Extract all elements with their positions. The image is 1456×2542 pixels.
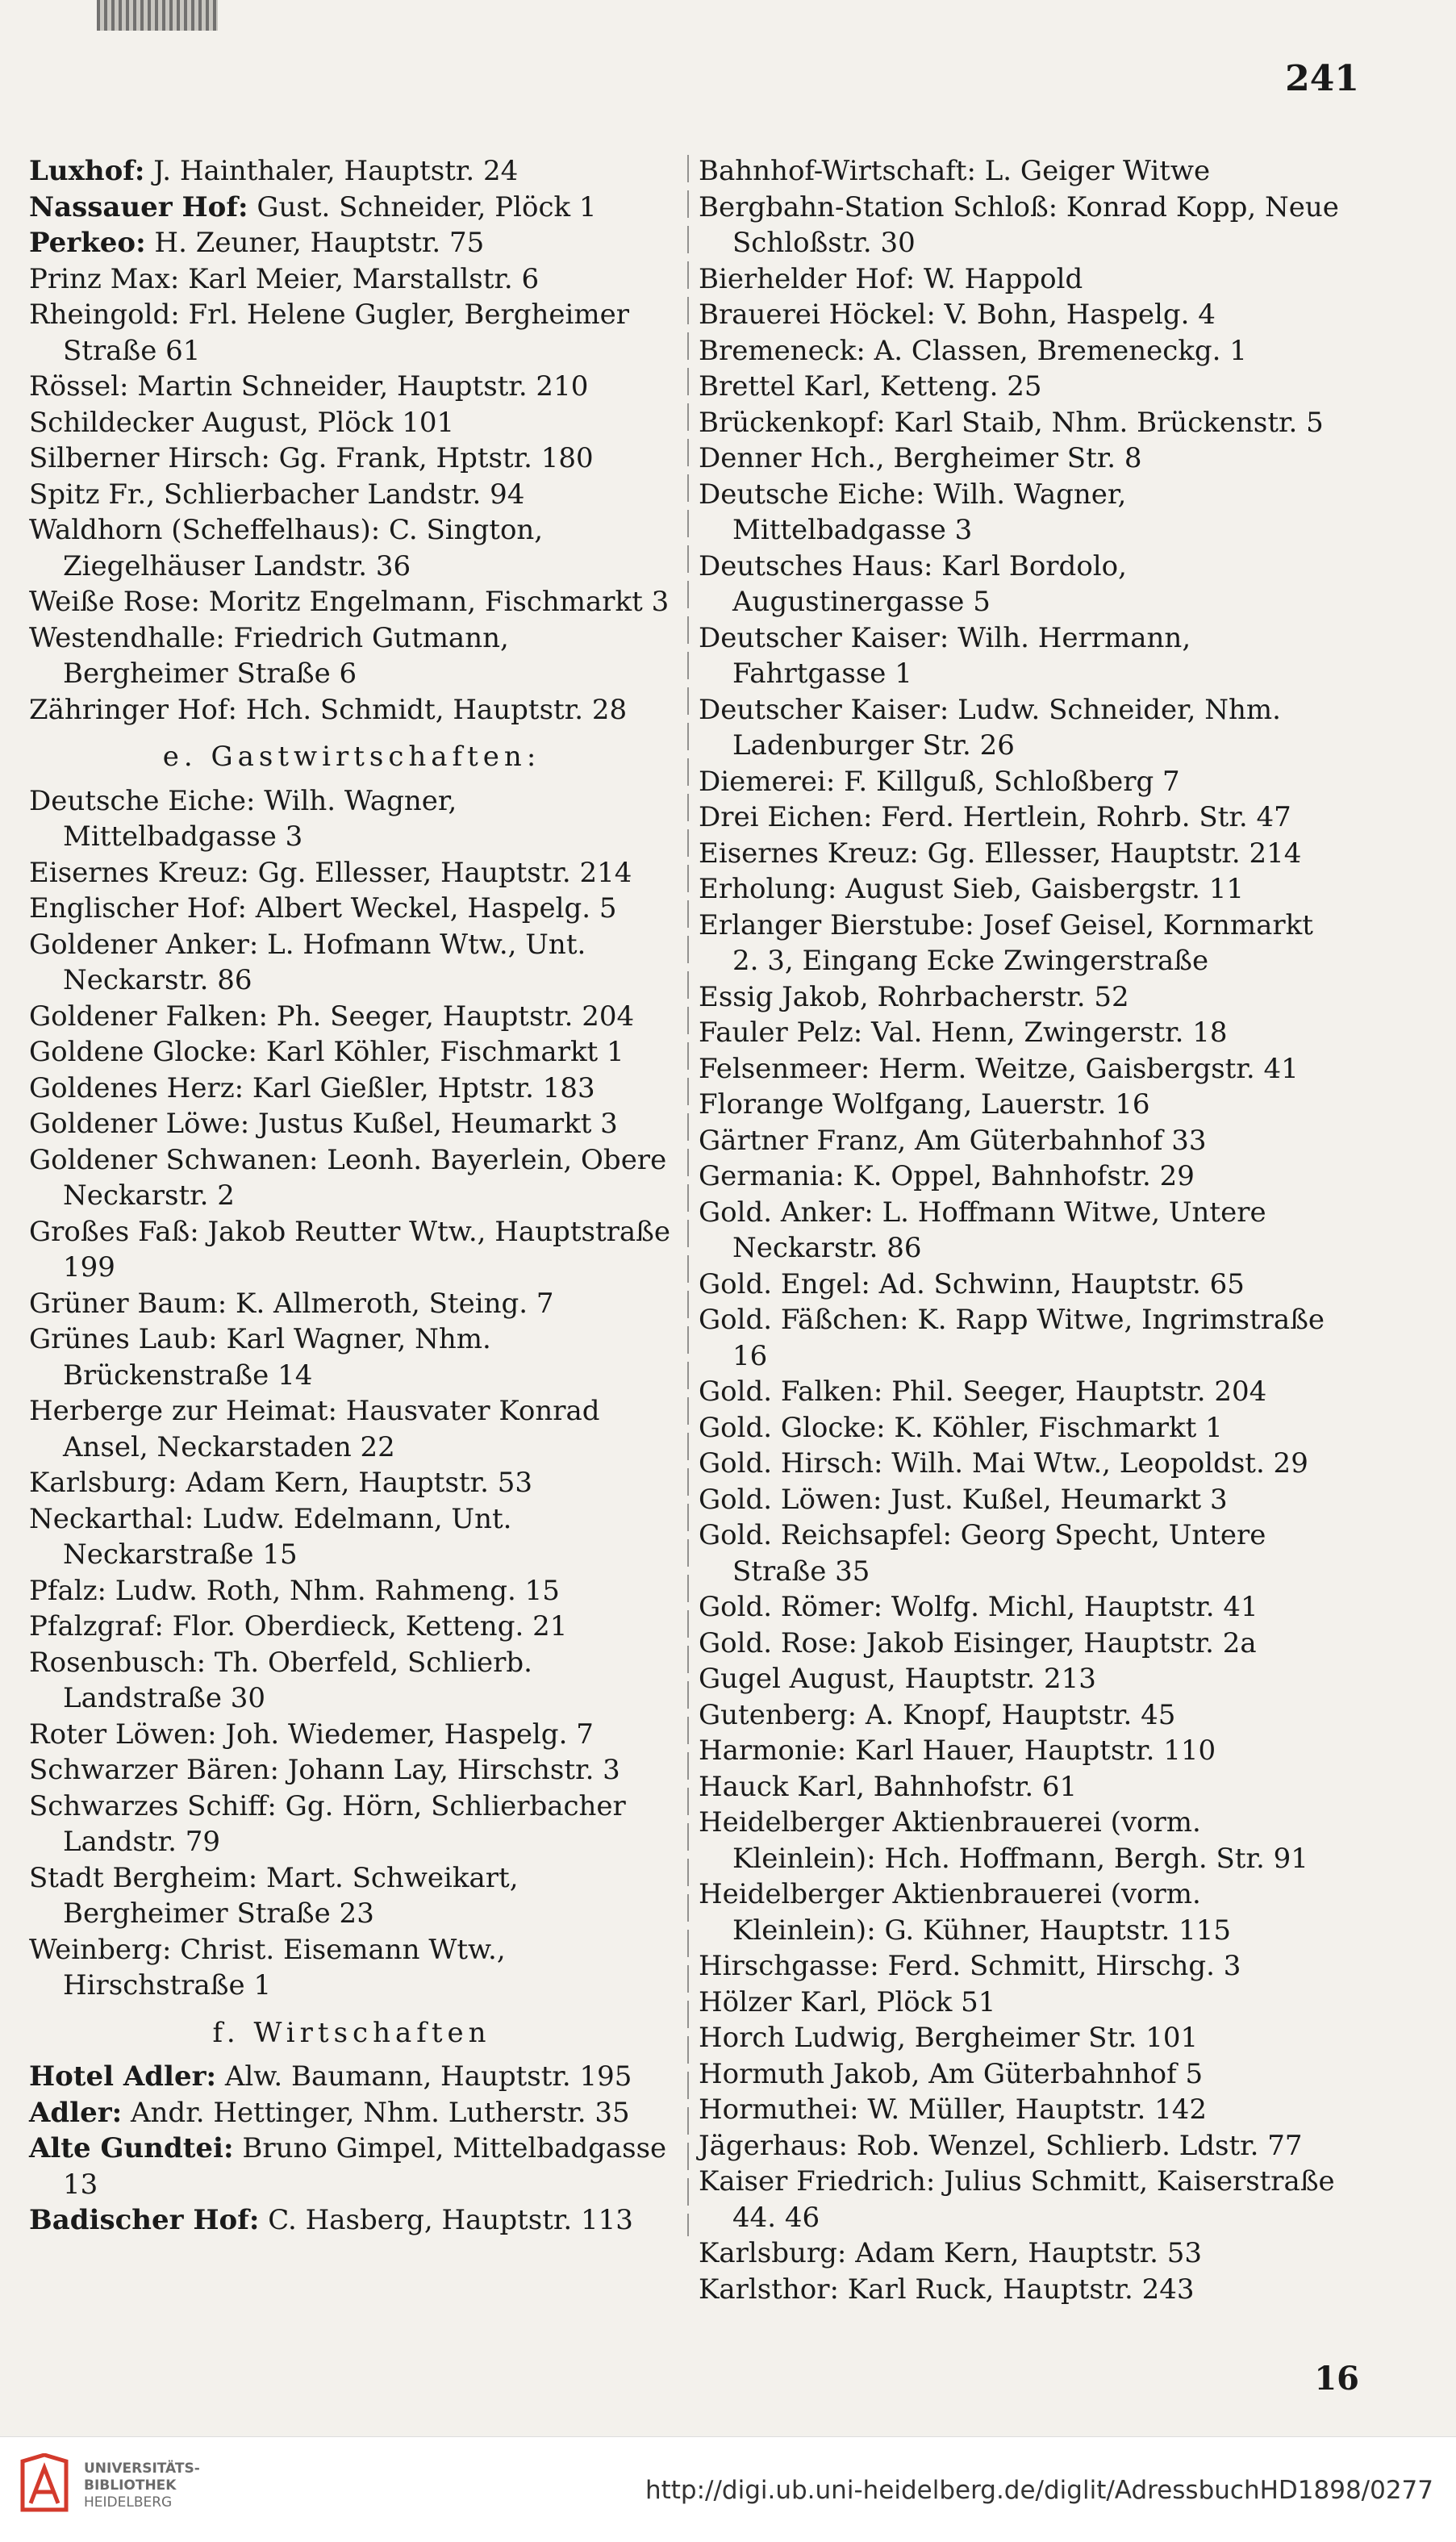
directory-entry: [29, 2059, 674, 2095]
directory-entry: [29, 369, 674, 405]
directory-entry: Grüner Baum: K. Allmeroth, Steing. 7: [29, 1287, 554, 1320]
directory-entry: [29, 512, 674, 584]
directory-entry: Bahnhof-Wirtschaft: L. Geiger Witwe: [699, 155, 1211, 187]
directory-entry: Gold. Löwen: Just. Kußel, Heumarkt 3: [699, 1483, 1228, 1516]
directory-entry: Stadt Bergheim: Mart. Schweikart, Bergheimer Straße 23: [29, 1861, 519, 1930]
directory-entry: Englischer Hof: Albert Weckel, Haspelg. 5: [29, 892, 617, 925]
directory-entry: [29, 584, 674, 620]
entry-details: Spitz Fr., Schlierbacher Landstr. 94: [29, 478, 525, 511]
directory-entry: Brückenkopf: Karl Staib, Nhm. Brückenstr. 5: [699, 406, 1324, 439]
directory-entry: Rosenbusch: Th. Oberfeld, Schlierb. Landstraße 30: [29, 1646, 532, 1714]
directory-entry: Erlanger Bierstube: Josef Geisel, Kornmarkt 2. 3, Eingang Ecke Zwingerstraße: [699, 908, 1313, 977]
entry-details: Gust. Schneider, Plöck 1: [248, 190, 597, 223]
directory-entry: Gold. Fäßchen: K. Rapp Witwe, Ingrimstraße 16: [699, 1304, 1325, 1372]
directory-entry: [29, 620, 674, 692]
directory-entry: Deutscher Kaiser: Wilh. Herrmann, Fahrtgasse 1: [699, 621, 1191, 690]
directory-entry: Deutscher Kaiser: Ludw. Schneider, Nhm. Ladenburger Str. 26: [699, 693, 1281, 762]
section-f-entries: [29, 2059, 674, 2239]
directory-entry: Pfalz: Ludw. Roth, Nhm. Rahmeng. 15: [29, 1574, 560, 1607]
directory-entry: Goldener Schwanen: Leonh. Bayerlein, Obere Neckarstr. 2: [29, 1143, 667, 1212]
left-column: [29, 153, 674, 2239]
directory-entry: Bergbahn-Station Schloß: Konrad Kopp, Neue Schloßstr. 30: [699, 190, 1339, 259]
directory-entry: Gold. Falken: Phil. Seeger, Hauptstr. 204: [699, 1375, 1267, 1408]
page-number: 241: [1285, 58, 1359, 99]
directory-entry: [29, 2202, 674, 2239]
directory-entry: Karlsburg: Adam Kern, Hauptstr. 53: [699, 2237, 1202, 2269]
entry-details: Silberner Hirsch: Gg. Frank, Hptstr. 180: [29, 442, 594, 474]
directory-entry: [29, 225, 674, 261]
footer-bar: [0, 2436, 1456, 2542]
right-column: [699, 153, 1344, 2307]
directory-entry: Goldenes Herz: Karl Gießler, Hptstr. 183: [29, 1071, 595, 1104]
directory-entry: Deutsche Eiche: Wilh. Wagner, Mittelbadgasse 3: [29, 784, 457, 853]
directory-entry: Roter Löwen: Joh. Wiedemer, Haspelg. 7: [29, 1718, 594, 1751]
directory-entry: Gold. Reichsapfel: Georg Specht, Untere Straße 35: [699, 1519, 1266, 1588]
directory-entry: Gutenberg: A. Knopf, Hauptstr. 45: [699, 1698, 1176, 1731]
directory-entry: Goldene Glocke: Karl Köhler, Fischmarkt 1: [29, 1036, 624, 1068]
directory-entry: Heidelberger Aktienbrauerei (vorm. Kleinlein): Hch. Hoffmann, Bergh. Str. 91: [699, 1806, 1308, 1875]
entry-details: Rössel: Martin Schneider, Hauptstr. 210: [29, 370, 589, 403]
entry-details: Alw. Baumann, Hauptstr. 195: [216, 2060, 632, 2093]
directory-entry: Gold. Hirsch: Wilh. Mai Wtw., Leopoldst. 29: [699, 1447, 1308, 1480]
logo-line: UNIVERSITÄTS-: [84, 2460, 200, 2477]
directory-entry: Bremeneck: A. Classen, Bremeneckg. 1: [699, 334, 1247, 367]
directory-entry: Gold. Rose: Jakob Eisinger, Hauptstr. 2a: [699, 1626, 1257, 1659]
directory-entry: Deutsches Haus: Karl Bordolo, Augustinergasse 5: [699, 549, 1127, 618]
column-divider: [687, 155, 689, 2236]
directory-entry: Schwarzes Schiff: Gg. Hörn, Schlierbacher Landstr. 79: [29, 1789, 626, 1858]
entry-name: Adler:: [29, 2096, 123, 2129]
directory-entry: Gärtner Franz, Am Güterbahnhof 33: [699, 1124, 1207, 1157]
entry-details: H. Zeuner, Hauptstr. 75: [145, 227, 485, 259]
directory-entry: Hauck Karl, Bahnhofstr. 61: [699, 1770, 1078, 1803]
directory-entry: Jägerhaus: Rob. Wenzel, Schlierb. Ldstr. 77: [699, 2129, 1303, 2162]
directory-entry: [29, 477, 674, 513]
entry-details: Westendhalle: Friedrich Gutmann, Bergheimer Straße 6: [29, 621, 509, 690]
entry-name: Luxhof:: [29, 155, 145, 187]
directory-entry: Hormuth Jakob, Am Güterbahnhof 5: [699, 2057, 1204, 2090]
directory-entry: Essig Jakob, Rohrbacherstr. 52: [699, 980, 1129, 1013]
directory-entry: Kaiser Friedrich: Julius Schmitt, Kaiserstraße 44. 46: [699, 2165, 1335, 2234]
directory-entry: Neckarthal: Ludw. Edelmann, Unt. Neckarstraße 15: [29, 1502, 512, 1571]
directory-entry: Drei Eichen: Ferd. Hertlein, Rohrb. Str. 47: [699, 801, 1291, 833]
entry-name: Nassauer Hof:: [29, 190, 248, 223]
directory-entry: Bierhelder Hof: W. Happold: [699, 262, 1083, 295]
directory-entry: Harmonie: Karl Hauer, Hauptstr. 110: [699, 1734, 1216, 1767]
library-logo[interactable]: [16, 2453, 200, 2518]
signature-mark: 16: [1314, 2360, 1359, 2398]
logo-line: HEIDELBERG: [84, 2494, 173, 2511]
directory-entry: Schwarzer Bären: Johann Lay, Hirschstr. 3: [29, 1754, 620, 1786]
source-url-link[interactable]: http://digi.ub.uni-heidelberg.de/diglit/AdressbuchHD1898/0277: [645, 2476, 1433, 2505]
directory-entry: Hölzer Karl, Plöck 51: [699, 1985, 996, 2018]
directory-entry: Fauler Pelz: Val. Henn, Zwingerstr. 18: [699, 1016, 1228, 1049]
directory-entry: Großes Faß: Jakob Reutter Wtw., Hauptstraße 199: [29, 1215, 670, 1284]
entry-details: C. Hasberg, Hauptstr. 113: [259, 2204, 633, 2236]
directory-entry: Erholung: August Sieb, Gaisbergstr. 11: [699, 873, 1244, 905]
directory-entry: [29, 692, 674, 728]
directory-entry: [29, 440, 674, 477]
directory-entry: Hirschgasse: Ferd. Schmitt, Hirschg. 3: [699, 1950, 1241, 1982]
directory-entry: Felsenmeer: Herm. Weitze, Gaisbergstr. 41: [699, 1052, 1299, 1085]
directory-entry: Goldener Löwe: Justus Kußel, Heumarkt 3: [29, 1108, 618, 1140]
entry-name: Perkeo:: [29, 227, 146, 259]
directory-entry: Karlsthor: Karl Ruck, Hauptstr. 243: [699, 2273, 1195, 2306]
seal-icon: [16, 2453, 73, 2518]
entry-details: Rheingold: Frl. Helene Gugler, Bergheimer Straße 61: [29, 298, 630, 367]
directory-entry: Goldener Falken: Ph. Seeger, Hauptstr. 204: [29, 1000, 635, 1033]
directory-entry: Horch Ludwig, Bergheimer Str. 101: [699, 2022, 1199, 2054]
directory-entry: Gold. Römer: Wolfg. Michl, Hauptstr. 41: [699, 1591, 1258, 1623]
right-entries: [699, 153, 1344, 2307]
directory-entry: Germania: K. Oppel, Bahnhofstr. 29: [699, 1160, 1195, 1192]
directory-entry: Eisernes Kreuz: Gg. Ellesser, Hauptstr. 214: [29, 856, 632, 889]
directory-entry: [29, 2095, 674, 2131]
section-f-heading: f. Wirtschaften: [212, 2016, 491, 2049]
directory-entry: [29, 297, 674, 369]
directory-entry: Pfalzgraf: Flor. Oberdieck, Ketteng. 21: [29, 1610, 568, 1642]
entry-details: Waldhorn (Scheffelhaus): C. Sington, Ziegelhäuser Landstr. 36: [29, 514, 544, 582]
logo-text: [84, 2461, 200, 2511]
directory-entry: Weinberg: Christ. Eisemann Wtw., Hirschstraße 1: [29, 1933, 506, 2001]
entry-details: Andr. Hettinger, Nhm. Lutherstr. 35: [122, 2096, 630, 2129]
entry-details: Weiße Rose: Moritz Engelmann, Fischmarkt 3: [29, 586, 670, 618]
entry-name: Hotel Adler:: [29, 2060, 217, 2093]
entry-details: Zähringer Hof: Hch. Schmidt, Hauptstr. 28: [29, 693, 628, 726]
entry-details: J. Hainthaler, Hauptstr. 24: [144, 155, 519, 187]
directory-entry: Goldener Anker: L. Hofmann Wtw., Unt. Neckarstr. 86: [29, 928, 586, 996]
directory-entry: Brauerei Höckel: V. Bohn, Haspelg. 4: [699, 298, 1216, 331]
directory-entry: Diemerei: F. Killguß, Schloßberg 7: [699, 765, 1180, 798]
directory-entry: Gugel August, Hauptstr. 213: [699, 1663, 1096, 1695]
section-e-entries: [29, 783, 674, 2004]
left-entries: [29, 153, 674, 728]
directory-entry: [29, 2131, 674, 2202]
directory-entry: [29, 261, 674, 298]
logo-line: BIBLIOTHEK: [84, 2477, 177, 2494]
directory-entry: Hormuthei: W. Müller, Hauptstr. 142: [699, 2093, 1208, 2126]
directory-entry: Brettel Karl, Ketteng. 25: [699, 370, 1042, 403]
directory-entry: Eisernes Kreuz: Gg. Ellesser, Hauptstr. 214: [699, 837, 1302, 870]
directory-entry: [29, 190, 674, 226]
directory-entry: Heidelberger Aktienbrauerei (vorm. Kleinlein): G. Kühner, Hauptstr. 115: [699, 1878, 1232, 1947]
directory-entry: Grünes Laub: Karl Wagner, Nhm. Brückenstraße 14: [29, 1323, 491, 1392]
entry-name: Badischer Hof:: [29, 2204, 260, 2236]
directory-entry: Gold. Engel: Ad. Schwinn, Hauptstr. 65: [699, 1267, 1245, 1300]
directory-entry: Gold. Glocke: K. Köhler, Fischmarkt 1: [699, 1411, 1223, 1444]
entry-details: Prinz Max: Karl Meier, Marstallstr. 6: [29, 262, 540, 295]
directory-entry: Gold. Anker: L. Hoffmann Witwe, Untere Neckarstr. 86: [699, 1196, 1266, 1264]
directory-entry: Florange Wolfgang, Lauerstr. 16: [699, 1088, 1150, 1121]
print-smudge: [97, 0, 218, 31]
entry-name: Alte Gundtei:: [29, 2132, 234, 2164]
section-e-heading: e. Gastwirtschaften:: [162, 741, 541, 773]
directory-entry: Karlsburg: Adam Kern, Hauptstr. 53: [29, 1467, 532, 1499]
directory-entry: [29, 153, 674, 190]
directory-entry: [29, 405, 674, 441]
entry-details: Bruno Gimpel, Mittelbadgasse 13: [63, 2132, 667, 2201]
entry-details: Schildecker August, Plöck 101: [29, 406, 455, 439]
directory-entry: Herberge zur Heimat: Hausvater Konrad Ansel, Neckarstaden 22: [29, 1395, 600, 1463]
directory-entry: Denner Hch., Bergheimer Str. 8: [699, 442, 1142, 474]
directory-entry: Deutsche Eiche: Wilh. Wagner, Mittelbadgasse 3: [699, 478, 1127, 546]
